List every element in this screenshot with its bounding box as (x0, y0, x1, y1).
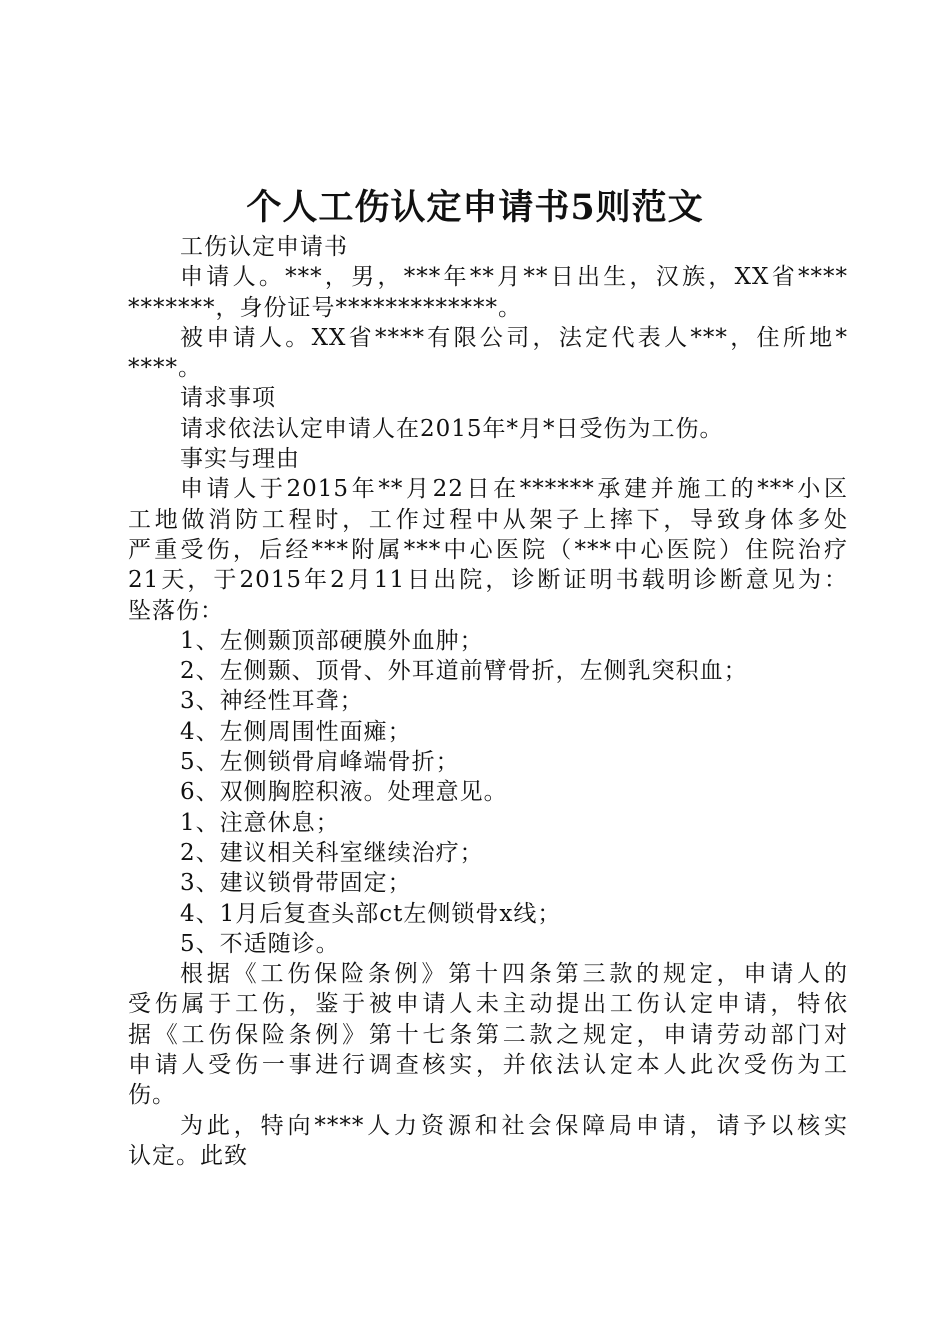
text-line: 事实与理由 (180, 446, 300, 473)
text-line: 4、1月后复查头部ct左侧锁骨x线； (180, 900, 562, 927)
text-line: 3、建议锁骨带固定； (180, 870, 412, 897)
text-line: 受伤属于工伤，鉴于被申请人未主动提出工伤认定申请，特依 (128, 991, 848, 1018)
text-line: 伤。 (128, 1082, 176, 1109)
text-line: 认定。此致 (128, 1142, 248, 1169)
text-line: 申请人。***，男，***年**月**日出生，汉族，XX省**** (180, 264, 848, 291)
text-line: 请求依法认定申请人在2015年*月*日受伤为工伤。 (180, 415, 724, 442)
document-body (128, 232, 848, 1171)
text-line: ****。 (128, 355, 202, 382)
text-line: 严重受伤，后经***附属***中心医院（***中心医院）住院治疗 (128, 536, 848, 563)
text-line: 请求事项 (180, 385, 276, 412)
text-line: 2、左侧颞、顶骨、外耳道前臂骨折，左侧乳突积血； (180, 658, 748, 685)
text-line: 为此，特向****人力资源和社会保障局申请，请予以核实 (180, 1112, 848, 1139)
text-line: 被申请人。XX省****有限公司，法定代表人***，住所地* (180, 324, 848, 351)
text-line: 3、神经性耳聋； (180, 688, 364, 715)
text-line: 坠落伤： (128, 597, 224, 624)
document-title: 个人工伤认定申请书5则范文 (246, 187, 704, 228)
text-line: 工伤认定申请书 (180, 234, 348, 260)
text-line: 6、双侧胸腔积液。处理意见。 (180, 779, 508, 806)
text-line: *******，身份证号*************。 (128, 294, 522, 321)
text-line: 4、左侧周围性面瘫； (180, 718, 412, 745)
text-line: 申请人受伤一事进行调查核实，并依法认定本人此次受伤为工 (128, 1052, 848, 1079)
text-line: 5、左侧锁骨肩峰端骨折； (180, 749, 460, 776)
text-line: 5、不适随诊。 (180, 930, 340, 957)
text-line: 工地做消防工程时，工作过程中从架子上摔下，导致身体多处 (128, 506, 848, 533)
text-line: 据《工伤保险条例》第十七条第二款之规定，申请劳动部门对 (128, 1021, 848, 1048)
text-line: 2、建议相关科室继续治疗； (180, 839, 484, 866)
text-line: 1、注意休息； (180, 809, 340, 836)
text-line: 21天，于2015年2月11日出院，诊断证明书载明诊断意见为： (128, 567, 848, 594)
text-line: 申请人于2015年**月22日在******承建并施工的***小区 (180, 476, 848, 503)
text-line: 根据《工伤保险条例》第十四条第三款的规定，申请人的 (180, 961, 848, 988)
text-line: 1、左侧颞顶部硬膜外血肿； (180, 627, 484, 654)
